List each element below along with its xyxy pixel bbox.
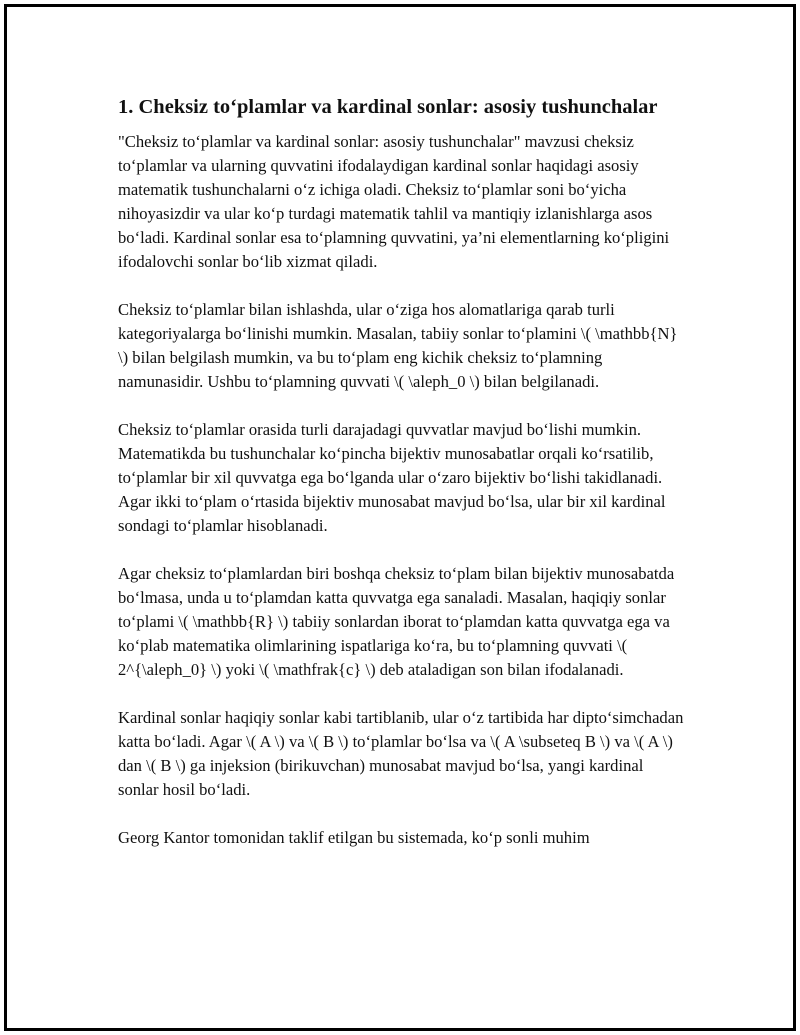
paragraph: "Cheksiz to‘plamlar va kardinal sonlar: asosiy tushunchalar" mavzusi cheksiz to‘plamlar va ularning quvvatini ifodalaydigan kardinal sonlar haqidagi asosiy matematik tushunchalarni o‘z ichiga oladi. Cheksiz to‘plamlar soni bo‘yicha nihoyasizdir va ular ko‘p turdagi matematik tahlil va mantiqiy izlanishlarga asos bo‘ladi. Kardinal sonlar esa to‘plamning quvvatini, ya’ni elementlarning ko‘pligini ifodalovchi sonlar bo‘lib xizmat qiladi. xyxy=(118,132,670,271)
paragraph: Cheksiz to‘plamlar bilan ishlashda, ular o‘ziga hos alomatlariga qarab turli kategoriyalarga bo‘linishi mumkin. Masalan, tabiiy sonlar to‘plamini \( \mathbb{N} \) bilan belgilash mumkin, va bu to‘plam eng kichik cheksiz to‘plamning namunasidir. Ushbu to‘plamning quvvati \( \aleph_0 \) bilan belgilanadi. xyxy=(118,300,678,391)
paragraph: Agar cheksiz to‘plamlardan biri boshqa cheksiz to‘plam bilan bijektiv munosabatda bo‘lmasa, unda u to‘plamdan katta quvvatga ega sanaladi. Masalan, haqiqiy sonlar to‘plami \( \mathbb{R} \) tabiiy sonlardan iborat to‘plamdan katta quvvatga ega va ko‘plab matematika olimlarining ispatlariga ko‘ra, bu to‘plamning quvvati \( 2^{\aleph_0} \) yoki \( \mathfrak{c} \) deb ataladigan son bilan ifodalanadi. xyxy=(118,564,675,679)
paragraph: Georg Kantor tomonidan taklif etilgan bu sistemada, ko‘p sonli muhim xyxy=(118,828,590,847)
paragraph: Cheksiz to‘plamlar orasida turli darajadagi quvvatlar mavjud bo‘lishi mumkin. Matematikda bu tushunchalar ko‘pincha bijektiv munosabatlar orqali ko‘rsatilib, to‘plamlar bir xil quvvatga ega bo‘lganda ular o‘zaro bijektiv bo‘lishi takidlanadi. Agar ikki to‘plam o‘rtasida bijektiv munosabat mavjud bo‘lsa, ular bir xil kardinal sondagi to‘plamlar hisoblanadi. xyxy=(118,420,666,535)
document-body xyxy=(118,94,688,874)
paragraph: Kardinal sonlar haqiqiy sonlar kabi tartiblanib, ular o‘z tartibida har dipto‘simchadan katta bo‘ladi. Agar \( A \) va \( B \) to‘plamlar bo‘lsa va \( A \subseteq B \) va \( A \) dan \( B \) ga injeksion (birikuvchan) munosabat mavjud bo‘lsa, yangi kardinal sonlar hosil bo‘ladi. xyxy=(118,708,684,799)
section-heading: 1. Cheksiz to‘plamlar va kardinal sonlar: asosiy tushunchalar xyxy=(118,96,658,118)
